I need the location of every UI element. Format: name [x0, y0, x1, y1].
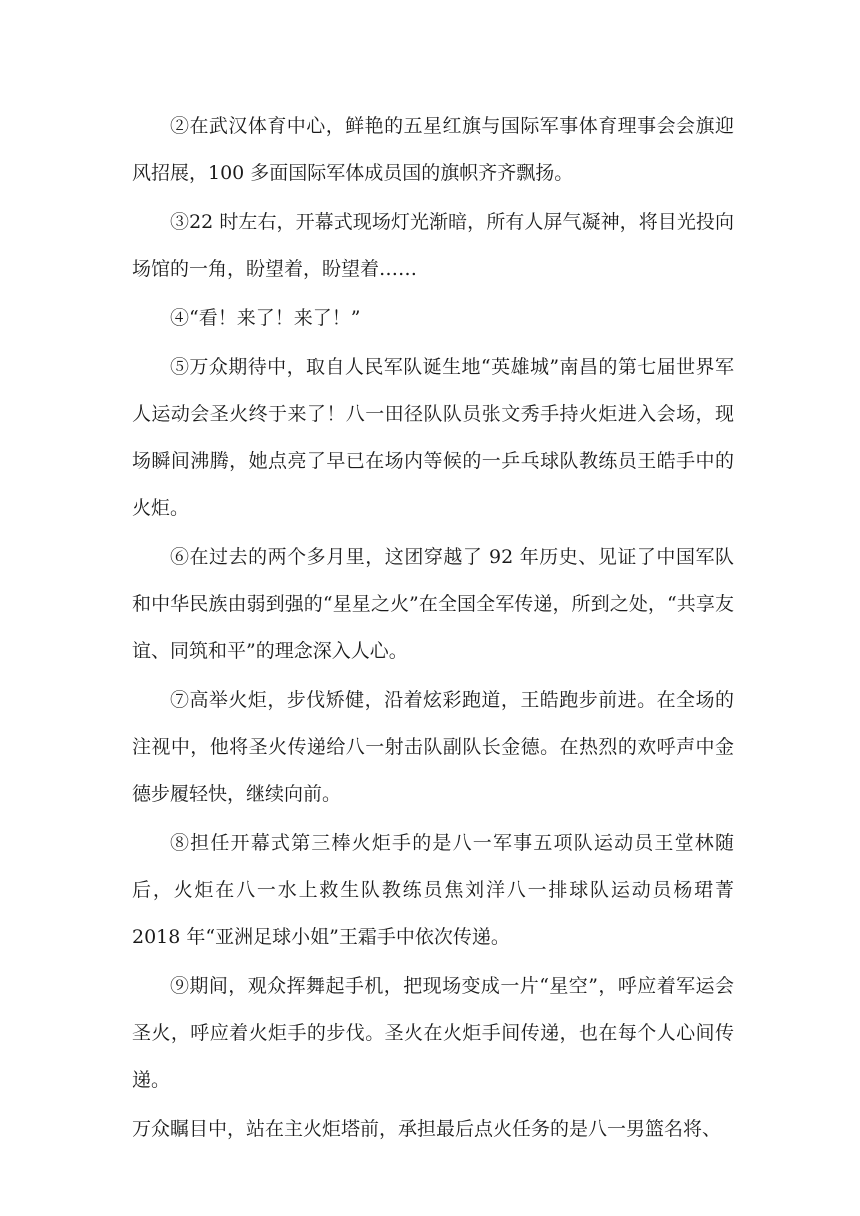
paragraph-4: ④“看！来了！来了！”: [170, 307, 361, 329]
paragraph-9: ⑨期间，观众挥舞起手机，把现场变成一片“星空”，呼应着军运会圣火，呼应着火炬手的步伐。圣火在火炬手间传递，也在每个人心间传递。: [132, 975, 734, 1091]
paragraph-10: 万众瞩目中，站在主火炬塔前，承担最后点火任务的是八一男篮名将、: [132, 1118, 722, 1140]
paragraph-8: ⑧担任开幕式第三棒火炬手的是八一军事五项队运动员王堂林随后，火炬在八一水上救生队教练员焦刘洋八一排球队运动员杨珺菁 2018 年“亚洲足球小姐”王霜手中依次传递。: [132, 832, 734, 948]
paragraph-7: ⑦高举火炬，步伐矫健，沿着炫彩跑道，王皓跑步前进。在全场的注视中，他将圣火传递给八一射击队副队长金德。在热烈的欢呼声中金德步履轻快，继续向前。: [132, 689, 734, 805]
paragraph-5: ⑤万众期待中，取自人民军队诞生地“英雄城”南昌的第七届世界军人运动会圣火终于来了！八一田径队队员张文秀手持火炬进入会场，现场瞬间沸腾，她点亮了早已在场内等候的一乒乓球队教练员王皓手中的火炬。: [132, 356, 734, 519]
paragraph-6: ⑥在过去的两个多月里，这团穿越了 92 年历史、见证了中国军队和中华民族由弱到强的“星星之火”在全国全军传递，所到之处，“共享友谊、同筑和平”的理念深入人心。: [132, 546, 734, 662]
article-body: [132, 103, 734, 1155]
paragraph-3: ③22 时左右，开幕式现场灯光渐暗，所有人屏气凝神，将目光投向场馆的一角，盼望着，盼望着……: [132, 211, 734, 280]
paragraph-2: ②在武汉体育中心，鲜艳的五星红旗与国际军事体育理事会会旗迎风招展，100 多面国际军体成员国的旗帜齐齐飘扬。: [132, 115, 734, 184]
